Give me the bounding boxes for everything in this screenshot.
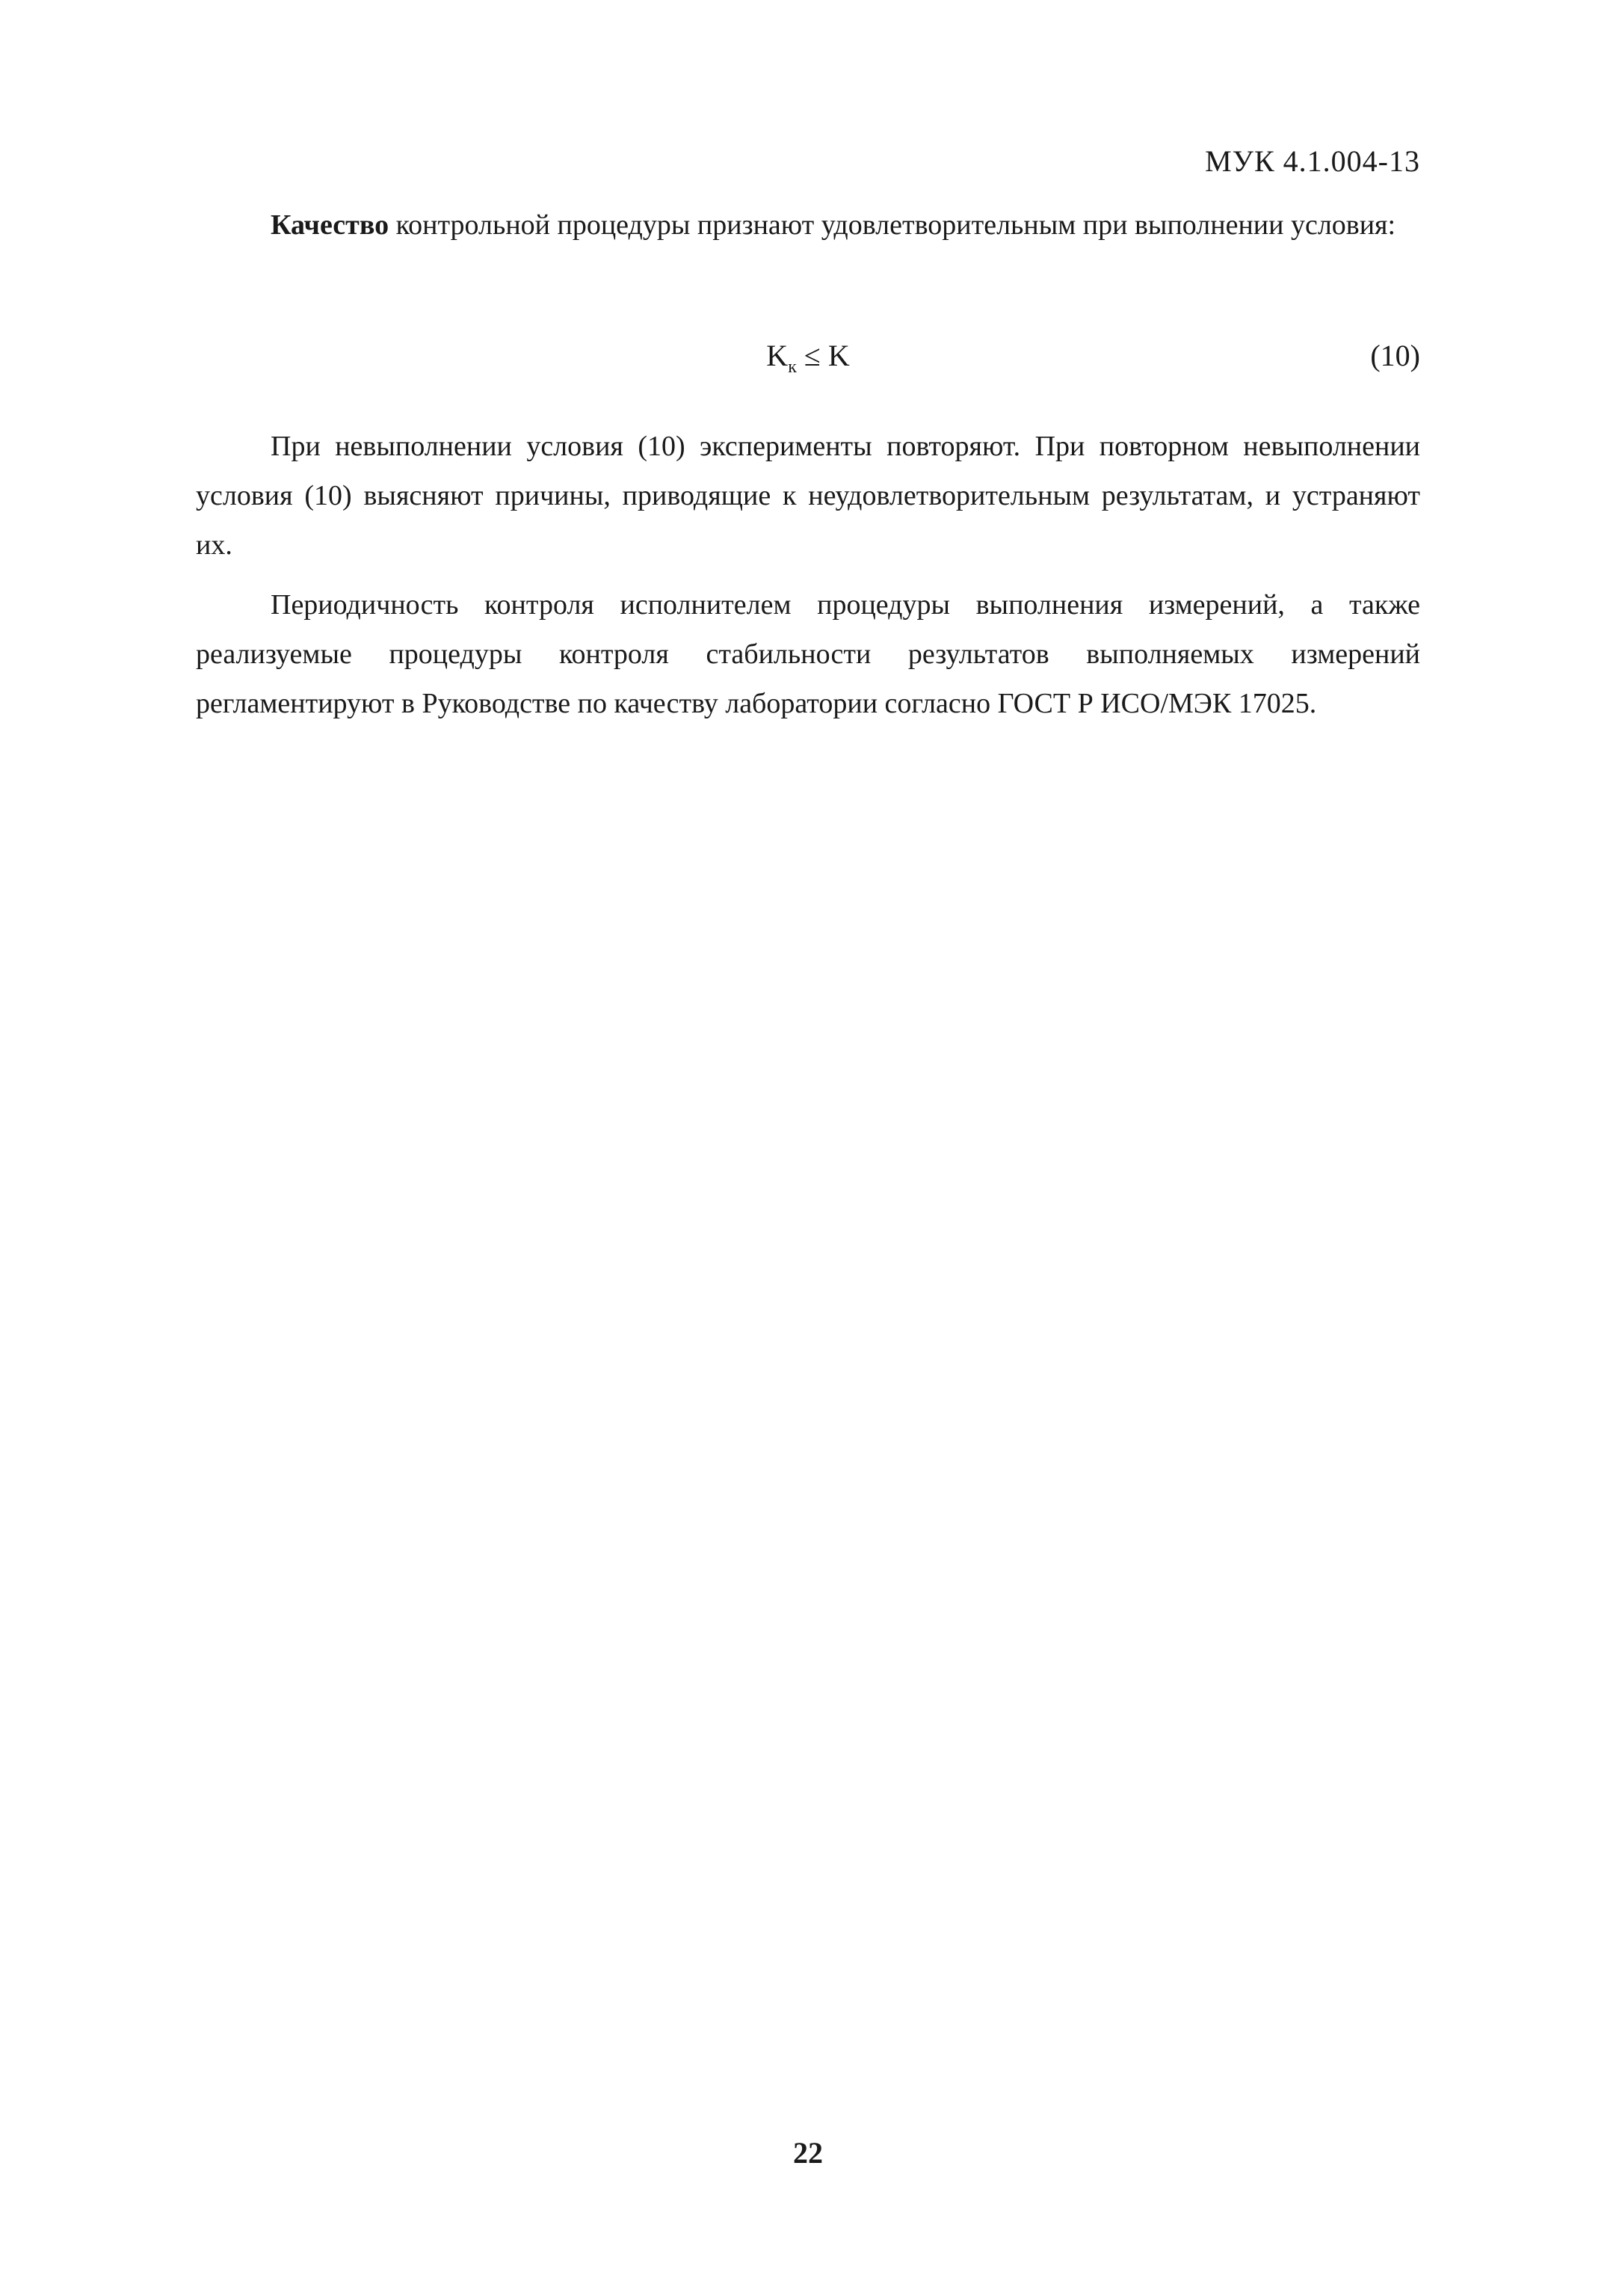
formula-rhs: K	[827, 339, 850, 372]
paragraph-body: контрольной процедуры признают удовлетворительным при выполнении условия:	[389, 209, 1396, 241]
formula-operator: ≤	[796, 339, 828, 372]
formula-lhs-subscript: к	[788, 357, 797, 377]
paragraph-periodicity	[196, 580, 1420, 728]
paragraph-quality-condition	[196, 200, 1420, 250]
formula-row	[196, 338, 1420, 383]
document-code: МУК 4.1.004-13	[1205, 144, 1420, 178]
paragraph-lead-word: Качество	[271, 209, 389, 241]
paragraph-text: При невыполнении условия (10) эксперименты повторяют. При повторном невыполнении условия (10) выясняют причины, приводящие к неудовлетворительным результатам, и устраняют их.	[196, 431, 1420, 561]
formula-lhs: K	[766, 339, 789, 372]
formula	[196, 338, 1420, 378]
equation-number: (10)	[1370, 339, 1420, 372]
paragraph-failure-action	[196, 422, 1420, 570]
page-number: 22	[793, 2136, 823, 2170]
paragraph-text: Периодичность контроля исполнителем процедуры выполнения измерений, а также реализуемые процедуры контроля стабильности результатов выполняемых измерений регламентируют в Руководстве по качеству лаборатории согласно ГОСТ Р ИСО/МЭК 17025.	[196, 589, 1420, 719]
paragraph-text	[196, 200, 1420, 250]
